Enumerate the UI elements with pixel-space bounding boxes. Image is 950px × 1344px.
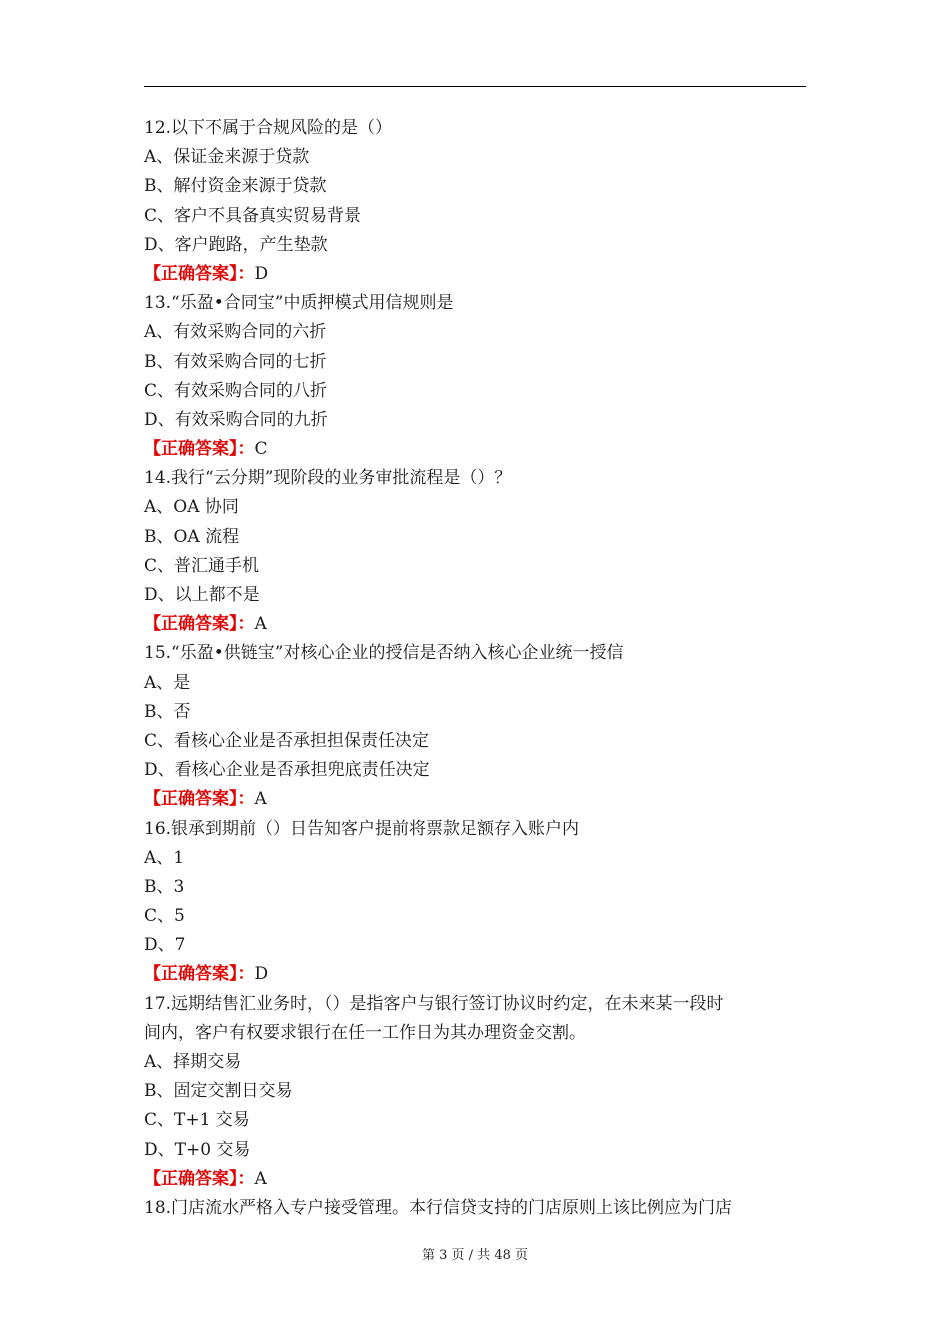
option: C、有效采购合同的八折 [144,380,328,401]
question-stem: 14.我行“云分期”现阶段的业务审批流程是（）？ [144,468,512,489]
answer-label: 【正确答案】： [144,964,255,985]
option: D、客户跑路，产生垫款 [144,234,328,255]
option: D、看核心企业是否承担兜底责任决定 [144,760,430,781]
option: C、看核心企业是否承担担保责任决定 [144,730,430,751]
option: D、有效采购合同的九折 [144,409,328,430]
answer-value: C [254,439,268,460]
answer-value: D [254,964,269,985]
option: B、固定交割日交易 [144,1081,293,1102]
answer-label: 【正确答案】： [144,789,255,810]
option: D、T+0 交易 [144,1139,251,1160]
answer-value: A [254,789,267,810]
question-stem: 18.门店流水严格入专户接受管理。本行信贷支持的门店原则上该比例应为门店 [144,1197,733,1218]
option: C、5 [144,906,185,927]
question-stem: 13.“乐盈•合同宝”中质押模式用信规则是 [144,293,454,314]
option: B、解付资金来源于贷款 [144,176,327,197]
question-stem-line: 17.远期结售汇业务时，（）是指客户与银行签订协议时约定，在未来某一段时 [144,993,724,1014]
option: B、否 [144,701,191,722]
answer-value: D [254,263,269,284]
correct-answer [144,260,812,289]
question-stem: 12.以下不属于合规风险的是（） [144,118,393,138]
option: A、1 [144,847,185,868]
option: D、7 [144,935,186,956]
question-stem-line: 间内，客户有权要求银行在任一工作日为其办理资金交割。 [144,1022,586,1043]
correct-answer [144,1165,812,1194]
option: A、是 [144,672,191,693]
page-footer: 第 3 页 / 共 48 页 [422,1248,528,1263]
option: C、T+1 交易 [144,1110,250,1131]
question-stem: 16.银承到期前（）日告知客户提前将票款足额存入账户内 [144,818,580,839]
correct-answer [144,610,812,639]
option: A、择期交易 [144,1052,242,1072]
answer-label: 【正确答案】： [144,439,255,460]
header-rule [144,86,806,87]
answer-value: A [254,614,267,635]
option: C、普汇通手机 [144,555,260,576]
answer-label: 【正确答案】： [144,614,255,635]
option: B、OA 流程 [144,526,240,547]
option: B、3 [144,876,185,897]
option: B、有效采购合同的七折 [144,351,327,372]
document-body [144,114,812,1223]
question-stem: 15.“乐盈•供链宝”对核心企业的授信是否纳入核心企业统一授信 [144,643,624,664]
option: A、保证金来源于贷款 [144,147,310,168]
option: A、有效采购合同的六折 [144,322,327,343]
correct-answer [144,785,812,814]
answer-label: 【正确答案】： [144,263,255,284]
option: C、客户不具备真实贸易背景 [144,205,362,226]
correct-answer [144,960,812,989]
answer-label: 【正确答案】： [144,1168,255,1189]
option: D、以上都不是 [144,585,260,605]
correct-answer [144,435,812,464]
answer-value: A [254,1168,267,1189]
option: A、OA 协同 [144,497,239,518]
